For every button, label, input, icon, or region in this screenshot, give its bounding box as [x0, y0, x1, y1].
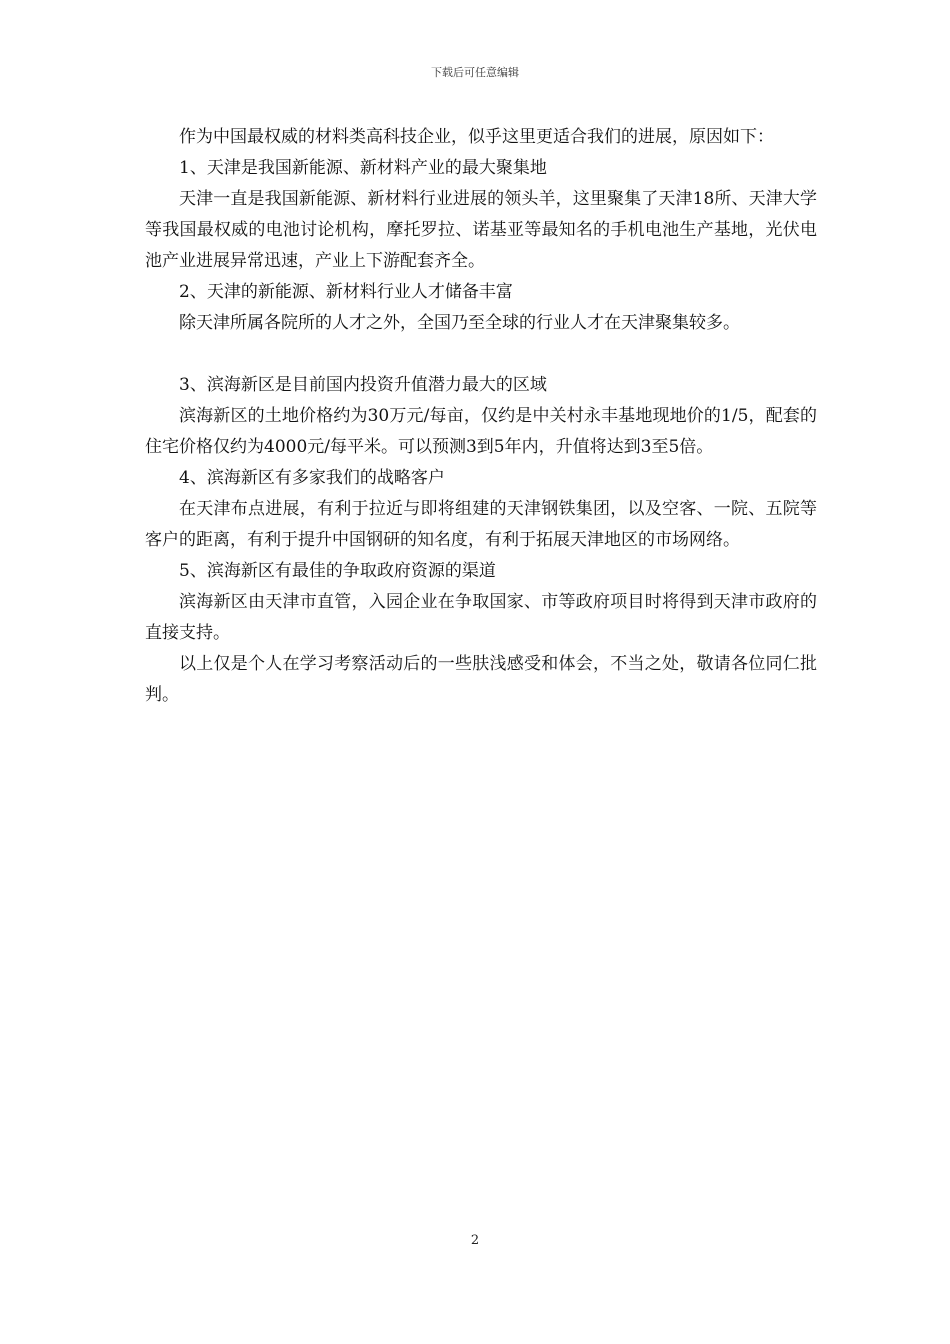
section-body-2: 除天津所属各院所的人才之外，全国乃至全球的行业人才在天津聚集较多。 — [179, 313, 740, 333]
section-heading-4: 4、滨海新区有多家我们的战略客户 — [179, 468, 445, 488]
page-header: 下载后可任意编辑 — [431, 66, 519, 79]
section-body-3: 滨海新区的土地价格约为30万元/每亩，仅约是中关村永丰基地现地价的1/5，配套的住宅价格仅约为4000元/每平米。可以预测3到5年内，升值将达到3至5倍。 — [145, 406, 817, 457]
section-body-5: 滨海新区由天津市直管，入园企业在争取国家、市等政府项目时将得到天津市政府的直接支持。 — [145, 592, 817, 643]
section-body-4: 在天津布点进展，有利于拉近与即将组建的天津钢铁集团，以及空客、一院、五院等客户的距离，有利于提升中国钢研的知名度，有利于拓展天津地区的市场网络。 — [145, 499, 817, 550]
intro-paragraph: 作为中国最权威的材料类高科技企业，似乎这里更适合我们的进展，原因如下： — [179, 127, 774, 147]
section-heading-2: 2、天津的新能源、新材料行业人才储备丰富 — [179, 282, 513, 302]
section-heading-1: 1、天津是我国新能源、新材料产业的最大聚集地 — [179, 158, 547, 178]
closing-paragraph: 以上仅是个人在学习考察活动后的一些肤浅感受和体会，不当之处，敬请各位同仁批判。 — [145, 654, 817, 705]
section-body-1: 天津一直是我国新能源、新材料行业进展的领头羊，这里聚集了天津18所、天津大学等我国最权威的电池讨论机构，摩托罗拉、诺基亚等最知名的手机电池生产基地，光伏电池产业进展异常迅速，产业上下游配套齐全。 — [145, 189, 817, 271]
section-heading-5: 5、滨海新区有最佳的争取政府资源的渠道 — [179, 561, 496, 581]
page-number: 2 — [470, 1233, 480, 1248]
section-heading-3: 3、滨海新区是目前国内投资升值潜力最大的区域 — [179, 375, 547, 395]
document-body — [145, 122, 817, 711]
